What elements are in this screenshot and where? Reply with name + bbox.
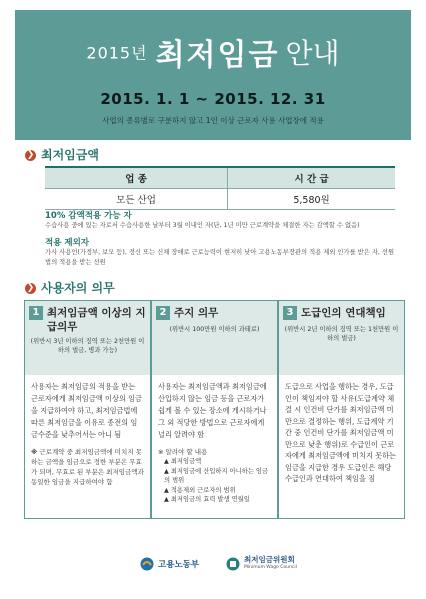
- title-light: 안내: [285, 37, 340, 70]
- wage-table-header-hourly: 시 간 급: [228, 167, 395, 189]
- duty-box-header: [152, 301, 277, 375]
- header-banner: [15, 10, 411, 140]
- mwc-logo-icon: [226, 557, 240, 571]
- list-item: ▲ 적용제외 근로자의 범위: [164, 486, 236, 494]
- duty-text: 사용자는 최저임금의 적용을 받는 근로자에게 최저임금액 이상의 임금을 지급하여야 하고, 최저임금법에 따른 최저임금을 이유로 종전의 임금수준을 낮추어서는 아니 됨: [31, 382, 143, 439]
- duty-body: [31, 381, 144, 487]
- duty-box-1: [24, 300, 151, 519]
- wage-table-header-row: [45, 167, 395, 189]
- mwc-logo-subtext: Minimum Wage Council: [244, 565, 297, 570]
- arrow-bullet-icon: ❯: [26, 283, 35, 293]
- duty-penalty: (위반시 3년 이하의 징역 또는 2천만원 이하의 벌금, 병과 가능): [30, 338, 145, 354]
- duty-title: 최저임금액 이상의 지급의무: [47, 307, 146, 333]
- duty-penalty: (위반시 100만원 이하의 과태료): [169, 326, 260, 333]
- exclusion-heading: 적용 제외자: [45, 238, 90, 248]
- section-employer-label: 사용자의 의무: [41, 281, 115, 295]
- duty-number: 3: [283, 306, 297, 320]
- title-year: 2015년: [86, 43, 148, 63]
- scope-note: 사업의 종류별로 구분하지 않고 1인 이상 근로자 사용 사업장에 적용: [102, 116, 324, 125]
- list-item: ▲ 최저임금의 효력 발생 연월일: [164, 496, 250, 504]
- table-row: [45, 189, 395, 210]
- duty-box-header: [279, 301, 404, 375]
- wage-table-cell-industry: 모든 산업: [45, 189, 228, 210]
- duty-title: 도급인의 연대책임: [301, 307, 386, 319]
- duty-note: [31, 447, 144, 487]
- wage-table: [45, 166, 395, 210]
- list-item: ▲ 최저임금에 산입하지 아니하는 임금의 범위: [164, 467, 269, 485]
- list-item: ▲ 최저임금액: [164, 458, 202, 465]
- duty-title: 주지 의무: [174, 307, 219, 319]
- duty-number: 2: [156, 306, 170, 320]
- duty-text: 사용자는 최저임금액과 최저임금에 산입하지 않는 임금 등을 근로자가 쉽게 볼 수 있는 장소에 게시하거나 그 외 적당한 방법으로 근로자에게 널리 알려야 함: [158, 382, 267, 439]
- reduction-heading: 10% 감액적용 가능 자: [45, 211, 132, 221]
- page-title: [15, 30, 411, 74]
- wage-table-header-industry: 업 종: [45, 167, 228, 189]
- duty-number: 1: [29, 306, 43, 320]
- duty-box-2: [151, 300, 278, 519]
- duty-body: [158, 381, 271, 505]
- mwc-logo-text: 최저임금위원회: [244, 555, 295, 564]
- duty-penalty: (위반시 2년 이하의 징역 또는 1천만원 이하의 벌금): [284, 326, 399, 342]
- moel-logo-icon: [140, 557, 154, 571]
- mwc-logo: [226, 554, 297, 574]
- duty-box-header: [25, 301, 150, 375]
- reduction-text: 수습사용 중에 있는 자로서 수습사용한 날부터 3월 이내인 자(단, 1년 미만 근로계약을 체결한 자는 감액할 수 없음): [45, 222, 360, 229]
- effective-period: 2015. 1. 1 ~ 2015. 12. 31: [100, 90, 326, 108]
- moel-logo-text: 고용노동부: [158, 560, 200, 570]
- mwc-logo-texts: [240, 554, 297, 570]
- exclusion-text: 가사 사용인(가정부, 보모 등), 정신 또는 신체 장애로 근로능력이 현저히 낮아 고용노동부장관의 적용 제외 인가를 받은 자, 선원법의 적용을 받는 선원: [45, 249, 395, 266]
- duty-body: [285, 381, 398, 485]
- duty-text: 도급으로 사업을 행하는 경우, 도급인이 책임져야 할 사유(도급계약 체결 시 인건비 단가를 최저임금액 미만으로 결정하는 행위, 도급계약 기간 중 인건비 단가를 최저임금액 미만으로 낮춘 행위)로 수급인이 근로자에게 최저임금액에 미치지 못하는 임금을 지급한 경우 도급인은 해당 수급인과 연대하여 책임을 짐: [285, 382, 397, 483]
- arrow-bullet-icon: ❯: [26, 150, 35, 160]
- wage-table-cell-hourly: 5,580원: [228, 189, 395, 210]
- note-mark: ※: [31, 448, 38, 456]
- section-employer-heading: [25, 279, 115, 296]
- title-bold: 최저임금: [155, 38, 280, 73]
- note-text: 근로계약 중 최저임금액에 미치지 못하는 금액을 임금으로 정한 부분은 무효가 되며, 무효로 된 부분은 최저임금액과 동일한 임금을 지급하여야 함: [31, 448, 144, 486]
- moel-logo: [140, 554, 199, 574]
- section-wage-label: 최저임금액: [41, 148, 99, 162]
- section-wage-heading: [25, 146, 99, 163]
- notify-list-heading: ※ 알려야 할 내용: [158, 448, 208, 456]
- duty-box-3: [278, 300, 405, 519]
